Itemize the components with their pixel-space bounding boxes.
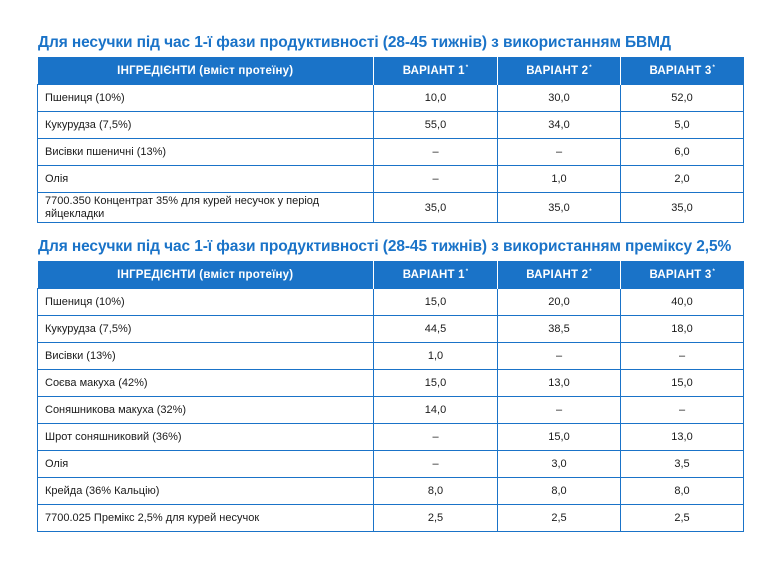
variant-3-cell: 6,0 xyxy=(621,139,744,166)
variant-3-cell: 5,0 xyxy=(621,112,744,139)
ingredient-cell: Кукурудза (7,5%) xyxy=(38,316,374,343)
variant-1-cell: – xyxy=(374,451,498,478)
variant-1-cell: 1,0 xyxy=(374,343,498,370)
table1-title: Для несучки під час 1-ї фази продуктивності (28-45 тижнів) з використанням БВМД xyxy=(38,34,671,51)
table-row xyxy=(38,289,744,316)
table2-title: Для несучки під час 1-ї фази продуктивності (28-45 тижнів) з використанням преміксу 2,5% xyxy=(38,238,732,255)
variant-2-cell: – xyxy=(498,139,621,166)
variant-2-cell: 35,0 xyxy=(498,193,621,223)
variant-2-cell: 34,0 xyxy=(498,112,621,139)
variant-3-cell: – xyxy=(621,397,744,424)
variant-3-cell: 3,5 xyxy=(621,451,744,478)
variant-1-cell: 44,5 xyxy=(374,316,498,343)
ingredient-cell: Крейда (36% Кальцію) xyxy=(38,478,374,505)
variant-2-cell: 3,0 xyxy=(498,451,621,478)
table-row xyxy=(38,343,744,370)
table-row xyxy=(38,451,744,478)
variant-2-cell: – xyxy=(498,343,621,370)
variant-1-cell: 35,0 xyxy=(374,193,498,223)
table-row xyxy=(38,424,744,451)
ingredient-cell: Олія xyxy=(38,451,374,478)
ingredient-cell: 7700.350 Концентрат 35% для курей несучок у період яйцекладки xyxy=(38,193,374,223)
table2-header-row xyxy=(38,261,744,289)
ingredient-cell: Олія xyxy=(38,166,374,193)
ingredient-cell: Висівки пшеничні (13%) xyxy=(38,139,374,166)
table-row xyxy=(38,505,744,532)
variant-3-cell: 18,0 xyxy=(621,316,744,343)
variant-3-cell: 52,0 xyxy=(621,85,744,112)
variant-2-cell: 15,0 xyxy=(498,424,621,451)
ingredient-cell: Шрот соняшниковий (36%) xyxy=(38,424,374,451)
ingredient-cell: Соєва макуха (42%) xyxy=(38,370,374,397)
table2-header-variant-1: ВАРІАНТ 1* xyxy=(374,261,498,289)
variant-2-cell: 20,0 xyxy=(498,289,621,316)
variant-2-cell: 13,0 xyxy=(498,370,621,397)
table1 xyxy=(37,57,744,223)
variant-2-cell: 8,0 xyxy=(498,478,621,505)
variant-1-cell: 15,0 xyxy=(374,289,498,316)
variant-3-cell: 15,0 xyxy=(621,370,744,397)
variant-3-cell: 40,0 xyxy=(621,289,744,316)
variant-3-cell: 8,0 xyxy=(621,478,744,505)
variant-1-cell: 14,0 xyxy=(374,397,498,424)
variant-1-cell: 10,0 xyxy=(374,85,498,112)
variant-1-cell: – xyxy=(374,166,498,193)
variant-1-cell: 55,0 xyxy=(374,112,498,139)
table-row xyxy=(38,85,744,112)
variant-3-cell: 35,0 xyxy=(621,193,744,223)
variant-2-cell: 2,5 xyxy=(498,505,621,532)
table1-header-row xyxy=(38,57,744,85)
variant-3-cell: – xyxy=(621,343,744,370)
table1-header-ingredients: ІНГРЕДІЄНТИ (вміст протеїну) xyxy=(38,57,374,85)
variant-3-cell: 2,5 xyxy=(621,505,744,532)
variant-1-cell: – xyxy=(374,139,498,166)
variant-1-cell: 2,5 xyxy=(374,505,498,532)
table-row xyxy=(38,166,744,193)
variant-2-cell: – xyxy=(498,397,621,424)
variant-2-cell: 38,5 xyxy=(498,316,621,343)
ingredient-cell: Кукурудза (7,5%) xyxy=(38,112,374,139)
table-row xyxy=(38,316,744,343)
table2-header-ingredients: ІНГРЕДІЄНТИ (вміст протеїну) xyxy=(38,261,374,289)
variant-1-cell: – xyxy=(374,424,498,451)
table-row xyxy=(38,139,744,166)
variant-1-cell: 8,0 xyxy=(374,478,498,505)
table-row xyxy=(38,370,744,397)
ingredient-cell: 7700.025 Премікс 2,5% для курей несучок xyxy=(38,505,374,532)
table1-header-variant-2: ВАРІАНТ 2* xyxy=(498,57,621,85)
table-row xyxy=(38,397,744,424)
ingredient-cell: Соняшникова макуха (32%) xyxy=(38,397,374,424)
table1-header-variant-3: ВАРІАНТ 3* xyxy=(621,57,744,85)
variant-2-cell: 1,0 xyxy=(498,166,621,193)
variant-3-cell: 13,0 xyxy=(621,424,744,451)
ingredient-cell: Висівки (13%) xyxy=(38,343,374,370)
table2-header-variant-2: ВАРІАНТ 2* xyxy=(498,261,621,289)
variant-3-cell: 2,0 xyxy=(621,166,744,193)
table2-header-variant-3: ВАРІАНТ 3* xyxy=(621,261,744,289)
variant-2-cell: 30,0 xyxy=(498,85,621,112)
table-row xyxy=(38,112,744,139)
table1-header-variant-1: ВАРІАНТ 1* xyxy=(374,57,498,85)
table2 xyxy=(37,261,744,532)
ingredient-cell: Пшениця (10%) xyxy=(38,289,374,316)
table-row xyxy=(38,193,744,223)
variant-1-cell: 15,0 xyxy=(374,370,498,397)
ingredient-cell: Пшениця (10%) xyxy=(38,85,374,112)
table-row xyxy=(38,478,744,505)
